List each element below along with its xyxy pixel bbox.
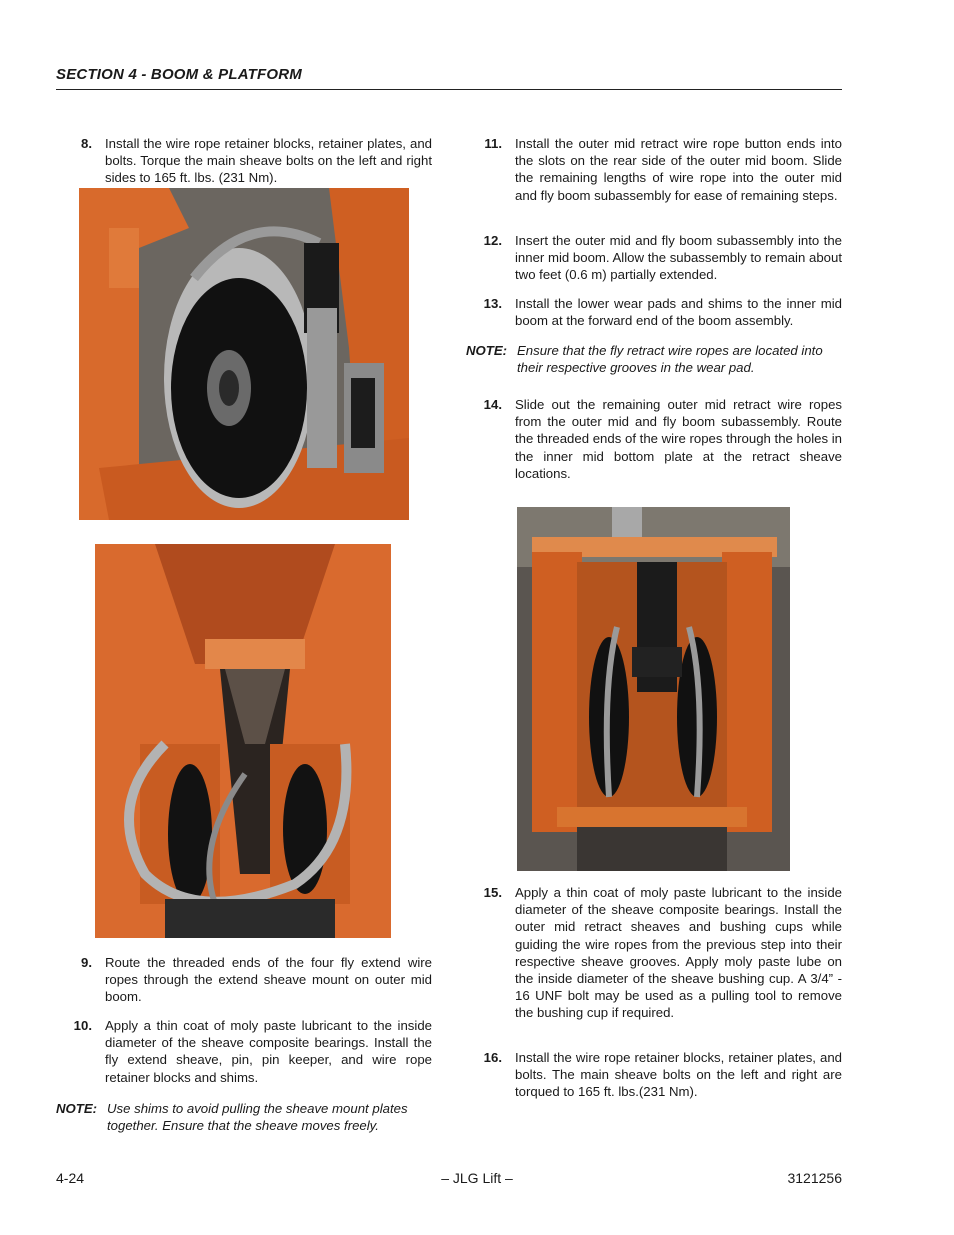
step-number: 8.	[81, 136, 92, 151]
step-text: Insert the outer mid and fly boom subassembly into the inner mid boom. Allow the subassembly to remain about two feet (0.6 m) partially extended.	[515, 233, 842, 283]
step-number: 12.	[483, 233, 502, 248]
note-label: NOTE:	[56, 1101, 98, 1116]
step-number: 15.	[483, 885, 502, 900]
step-text: Apply a thin coat of moly paste lubricant to the inside diameter of the sheave composite bearings. Install the fly extend sheave, pin, pin keeper, and wire rope retainer blocks and shims.	[105, 1018, 432, 1085]
step-number: 16.	[483, 1050, 502, 1065]
note-label: NOTE:	[466, 343, 508, 358]
note-right	[466, 342, 842, 376]
step-8	[56, 135, 432, 187]
step-text: Slide out the remaining outer mid retract wire ropes from the outer mid and fly boom subassembly. Route the threaded ends of the wire ropes through the holes in the inner mid bottom plate at the retract sheave locations.	[515, 397, 842, 481]
page-number: 4-24	[56, 1170, 85, 1186]
step-number: 10.	[73, 1018, 92, 1033]
step-10	[56, 1017, 432, 1086]
step-text: Install the lower wear pads and shims to the inner mid boom at the forward end of the boom assembly.	[515, 296, 842, 329]
photo-retract-sheaves	[517, 507, 790, 871]
step-16	[466, 1049, 842, 1101]
step-13	[466, 295, 842, 329]
note-text: Use shims to avoid pulling the sheave mount plates together. Ensure that the sheave moves freely.	[107, 1101, 408, 1134]
step-number: 9.	[81, 955, 92, 970]
photo-extend-sheave-mount	[95, 544, 391, 938]
header-rule	[56, 89, 842, 90]
step-number: 13.	[483, 296, 502, 311]
step-text: Install the outer mid retract wire rope button ends into the slots on the rear side of the outer mid boom. Slide the remaining lengths of wire rope into the outer mid and fly boom subassembly for ease of remaining steps.	[515, 136, 842, 203]
section-title: SECTION 4 - BOOM & PLATFORM	[56, 66, 302, 83]
document-number: 3121256	[787, 1170, 842, 1186]
step-text: Apply a thin coat of moly paste lubricant to the inside diameter of the sheave composite bearings. Install the outer mid retract sheaves and bushing cups while guiding the wire ropes from the previous step into their respective sheave grooves. Apply moly paste lube on the inside diameter of the sheave bushing cup. A 3/4” - 16 UNF bolt may be used as a pulling tool to remove the bushing cup if required.	[515, 885, 842, 1021]
step-15	[466, 884, 842, 1022]
step-12	[466, 232, 842, 284]
step-9	[56, 954, 432, 1006]
step-11	[466, 135, 842, 204]
photo-main-sheave-retainer	[79, 188, 409, 520]
step-14	[466, 396, 842, 482]
step-text: Install the wire rope retainer blocks, retainer plates, and bolts. Torque the main sheave bolts on the left and right sides to 165 ft. lbs. (231 Nm).	[105, 136, 432, 186]
step-number: 11.	[484, 136, 502, 151]
step-number: 14.	[483, 397, 502, 412]
note-left	[56, 1100, 434, 1134]
note-text: Ensure that the fly retract wire ropes are located into their respective grooves in the wear pad.	[517, 343, 823, 376]
step-text: Route the threaded ends of the four fly extend wire ropes through the extend sheave mount on outer mid boom.	[105, 955, 432, 1005]
footer-center: – JLG Lift –	[441, 1170, 513, 1186]
step-text: Install the wire rope retainer blocks, retainer plates, and bolts. The main sheave bolts on the left and right are torqued to 165 ft. lbs.(231 Nm).	[515, 1050, 842, 1100]
